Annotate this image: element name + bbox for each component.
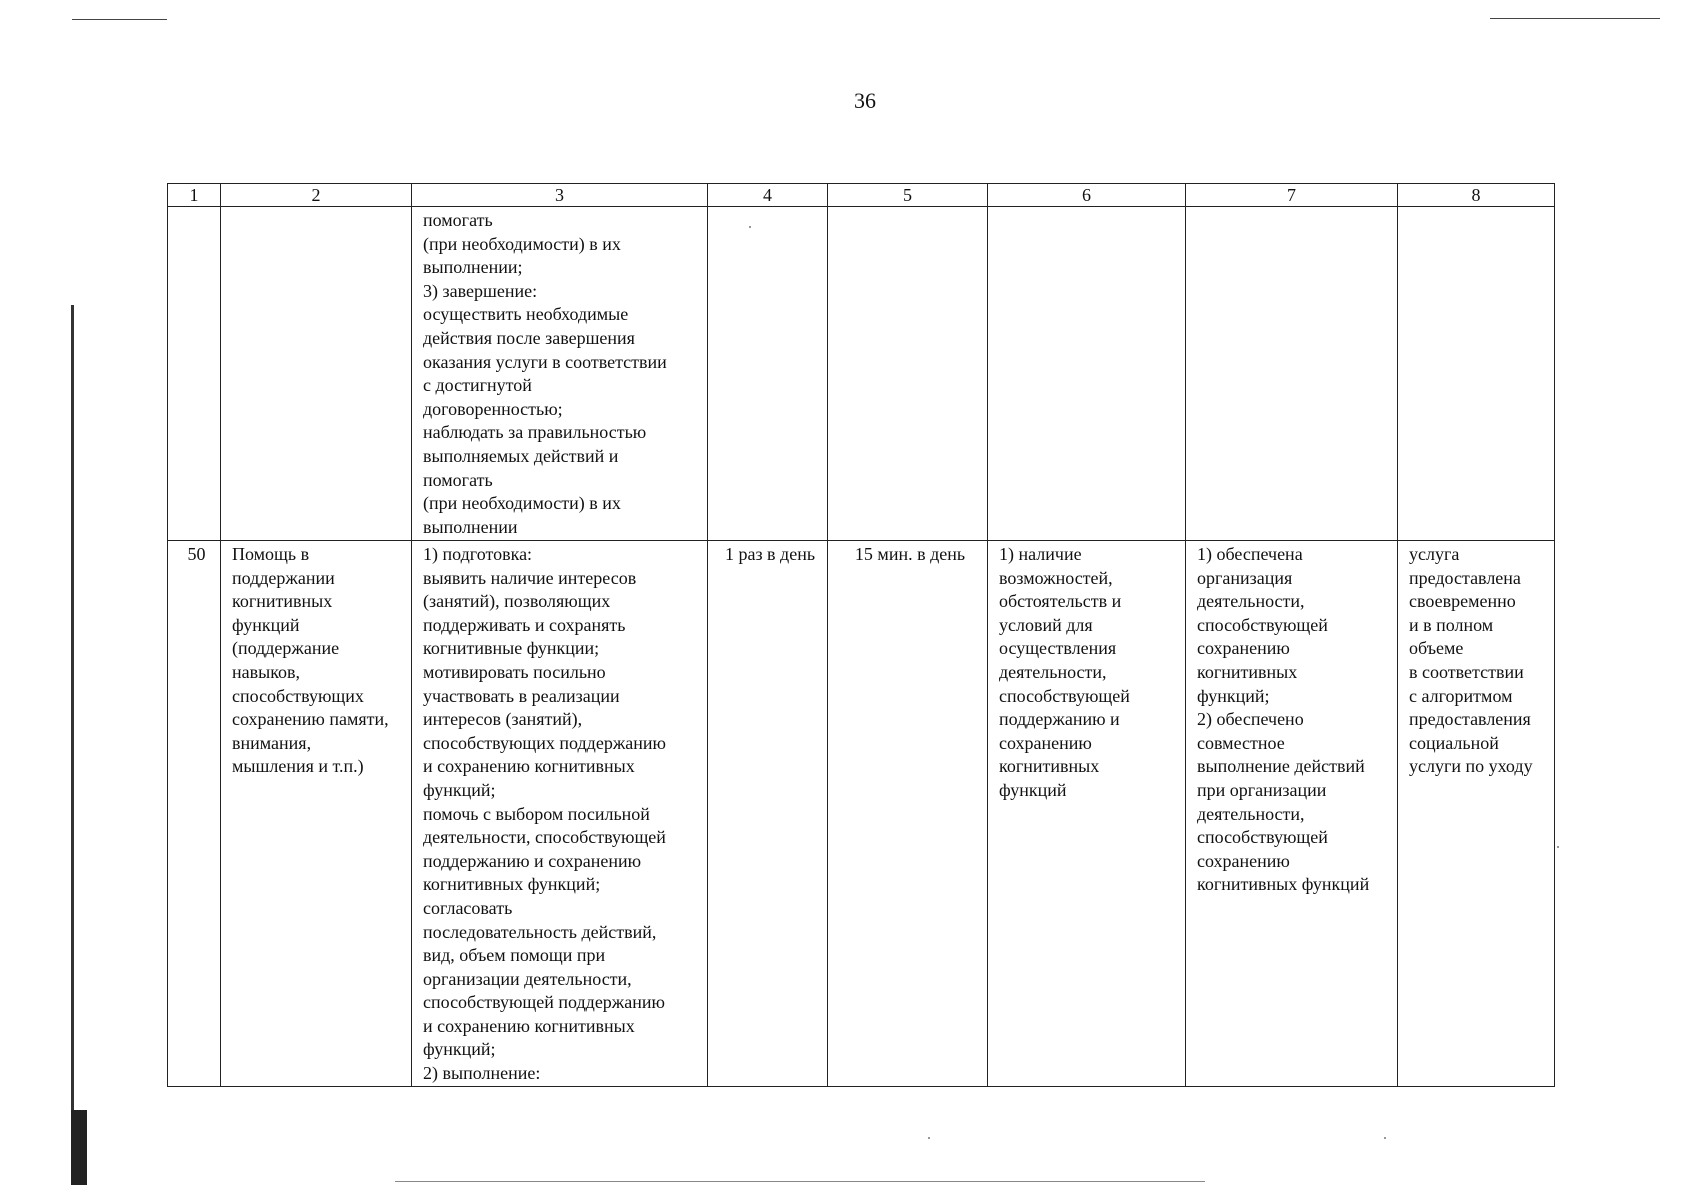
- text-line: социальной: [1409, 732, 1499, 753]
- text-line: мышления и т.п.): [232, 756, 364, 777]
- text-line: когнитивных: [232, 591, 333, 612]
- text-line: когнитивных функций;: [423, 874, 601, 895]
- column-header: 7: [1186, 184, 1398, 207]
- column-header: 8: [1398, 184, 1555, 207]
- text-line: услуги по уходу: [1409, 756, 1533, 777]
- column-header: 5: [828, 184, 988, 207]
- text-line: с достигнутой: [423, 375, 532, 396]
- cell-number: [168, 207, 221, 541]
- text-line: 1) наличие: [999, 544, 1082, 564]
- text-line: выполнении: [423, 516, 518, 537]
- text-line: в соответствии: [1409, 661, 1524, 682]
- column-header: 6: [988, 184, 1186, 207]
- services-table: [167, 183, 1555, 1087]
- text-line: выявить наличие интересов: [423, 567, 637, 588]
- text-line: деятельности,: [1197, 803, 1305, 824]
- scan-bar-left: [71, 305, 74, 1185]
- text-line: оказания услуги в соответствии: [423, 351, 667, 372]
- text-line: внимания,: [232, 732, 312, 753]
- text-line: функций: [232, 614, 300, 635]
- text-line: способствующих: [232, 685, 364, 706]
- text-line: 1) подготовка:: [423, 544, 533, 564]
- text-line: осуществления: [999, 638, 1117, 659]
- text-line: последовательность действий,: [423, 921, 657, 942]
- text-line: 2) выполнение:: [423, 1063, 541, 1084]
- text-line: помогать: [423, 210, 493, 230]
- text-line: 3) завершение:: [423, 280, 538, 301]
- text-line: возможностей,: [999, 567, 1113, 588]
- text-line: способствующей: [1197, 827, 1328, 848]
- text-line: (поддержание: [232, 638, 340, 659]
- cell-lines: [232, 543, 405, 779]
- text-line: (при необходимости) в их: [423, 233, 621, 254]
- text-line: поддержанию и: [999, 709, 1120, 730]
- text-line: выполнении;: [423, 257, 523, 278]
- cell-service-name: [221, 541, 412, 1087]
- cell-service-content: [412, 207, 708, 541]
- text-line: когнитивных: [1197, 661, 1298, 682]
- text-line: действия после завершения: [423, 327, 635, 348]
- text-line: при организации: [1197, 779, 1327, 800]
- text-line: (занятий), позволяющих: [423, 591, 611, 612]
- header-row: [168, 184, 1555, 207]
- table-row-continuation: [168, 207, 1555, 541]
- cell-lines: [1197, 543, 1391, 897]
- text-line: наблюдать за правильностью: [423, 422, 647, 443]
- text-line: деятельности,: [999, 661, 1107, 682]
- text-line: предоставлена: [1409, 567, 1521, 588]
- cell-number: 50: [168, 541, 221, 1087]
- scan-dot: [1557, 846, 1559, 848]
- text-line: услуга: [1409, 544, 1460, 564]
- text-line: деятельности, способствующей: [423, 827, 666, 848]
- text-line: объеме: [1409, 638, 1464, 659]
- text-line: способствующих поддержанию: [423, 732, 666, 753]
- cell-result: [1398, 207, 1555, 541]
- column-header: 3: [412, 184, 708, 207]
- table-row-50: [168, 541, 1555, 1087]
- column-header: 2: [221, 184, 412, 207]
- text-line: организация: [1197, 567, 1293, 588]
- text-line: поддерживать и сохранять: [423, 614, 626, 635]
- cell-conditions: [988, 207, 1186, 541]
- text-line: помочь с выбором посильной: [423, 803, 650, 824]
- text-line: с алгоритмом: [1409, 685, 1513, 706]
- text-line: когнитивных: [999, 756, 1100, 777]
- cell-lines: [423, 209, 701, 539]
- cell-service-content: [412, 541, 708, 1087]
- text-line: выполняемых действий и: [423, 445, 619, 466]
- text-line: согласовать: [423, 897, 513, 918]
- text-line: осуществить необходимые: [423, 304, 629, 325]
- cell-result: [1398, 541, 1555, 1087]
- scan-dot: [1384, 1137, 1386, 1139]
- text-line: способствующей: [1197, 614, 1328, 635]
- text-line: сохранению: [1197, 638, 1290, 659]
- text-line: функций;: [423, 1039, 496, 1060]
- text-line: функций;: [423, 779, 496, 800]
- column-header: 4: [708, 184, 828, 207]
- text-line: сохранению памяти,: [232, 709, 389, 730]
- text-line: предоставления: [1409, 709, 1531, 730]
- text-line: поддержанию и сохранению: [423, 850, 642, 871]
- cell-service-name: [221, 207, 412, 541]
- text-line: и в полном: [1409, 614, 1494, 635]
- text-line: 2) обеспечено: [1197, 709, 1304, 730]
- cell-frequency: 1 раз в день: [708, 541, 828, 1087]
- text-line: мотивировать посильно: [423, 661, 606, 682]
- text-line: 1) обеспечена: [1197, 544, 1303, 564]
- text-line: совместное: [1197, 732, 1285, 753]
- scan-line-top-right: [1490, 18, 1660, 19]
- column-header: 1: [168, 184, 221, 207]
- text-line: способствующей поддержанию: [423, 992, 665, 1013]
- cell-duration: [828, 207, 988, 541]
- text-line: условий для: [999, 614, 1093, 635]
- text-line: (при необходимости) в их: [423, 493, 621, 514]
- text-line: сохранению: [1197, 850, 1290, 871]
- scan-dot: [928, 1137, 930, 1139]
- text-line: деятельности,: [1197, 591, 1305, 612]
- cell-lines: [423, 543, 701, 1086]
- scan-line-bottom: [395, 1181, 1205, 1182]
- text-line: функций: [999, 779, 1067, 800]
- page-number: 36: [854, 88, 876, 113]
- scan-bar-left-bottom: [71, 1110, 87, 1185]
- text-line: организации деятельности,: [423, 968, 632, 989]
- cell-lines: [999, 543, 1179, 803]
- text-line: и сохранению когнитивных: [423, 756, 635, 777]
- text-line: обстоятельств и: [999, 591, 1122, 612]
- text-line: способствующей: [999, 685, 1130, 706]
- cell-conditions: [988, 541, 1186, 1087]
- text-line: участвовать в реализации: [423, 685, 620, 706]
- text-line: и сохранению когнитивных: [423, 1015, 635, 1036]
- text-line: вид, объем помощи при: [423, 945, 606, 966]
- text-line: помогать: [423, 469, 493, 490]
- text-line: поддержании: [232, 567, 335, 588]
- text-line: сохранению: [999, 732, 1092, 753]
- cell-lines: [1409, 543, 1548, 779]
- cell-indicators: [1186, 207, 1398, 541]
- text-line: интересов (занятий),: [423, 709, 583, 730]
- cell-frequency: [708, 207, 828, 541]
- text-line: своевременно: [1409, 591, 1516, 612]
- text-line: когнитивные функции;: [423, 638, 600, 659]
- text-line: функций;: [1197, 685, 1270, 706]
- text-line: договоренностью;: [423, 398, 563, 419]
- text-line: когнитивных функций: [1197, 874, 1370, 895]
- text-line: выполнение действий: [1197, 756, 1365, 777]
- cell-duration: 15 мин. в день: [828, 541, 988, 1087]
- cell-indicators: [1186, 541, 1398, 1087]
- text-line: Помощь в: [232, 544, 310, 564]
- text-line: навыков,: [232, 661, 301, 682]
- scan-line-top-left: [72, 19, 167, 20]
